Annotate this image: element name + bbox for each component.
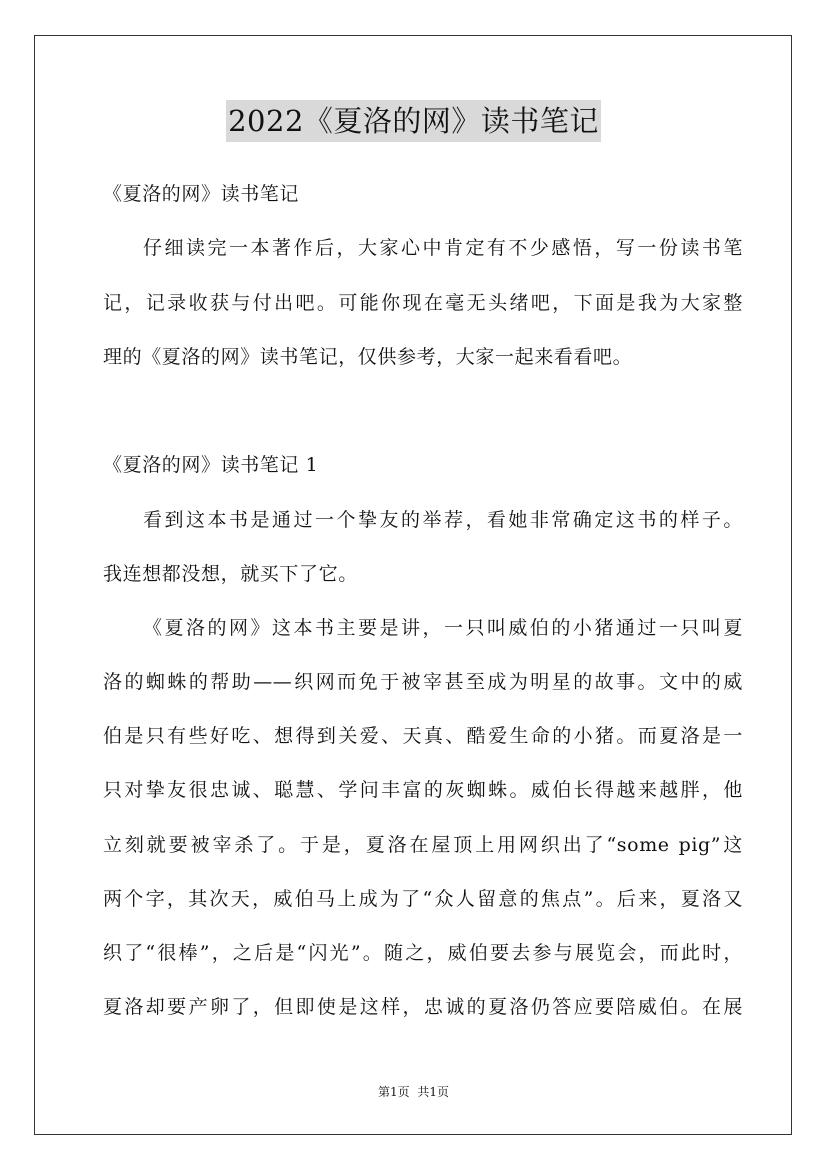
page-footer	[0, 1084, 827, 1100]
para1-line-2: 我连想都没想，就买下了它。	[103, 563, 358, 585]
document-subtitle: 《夏洛的网》读书笔记	[103, 183, 300, 205]
para2-line-7: 织了“很棒”，之后是“闪光”。随之，威伯要去参与展览会，而此时，	[103, 942, 743, 964]
page-number: 第1页	[377, 1085, 410, 1099]
document-title: 2022《夏洛的网》读书笔记	[226, 100, 601, 142]
intro-line-2: 记，记录收获与付出吧。可能你现在毫无头绪吧，下面是我为大家整	[103, 292, 743, 314]
intro-line-3: 理的《夏洛的网》读书笔记，仅供参考，大家一起来看看吧。	[103, 346, 633, 368]
para2-line-1: 《夏洛的网》这本书主要是讲，一只叫威伯的小猪通过一只叫夏	[143, 617, 743, 639]
para2-line-3: 伯是只有些好吃、想得到关爱、天真、酷爱生命的小猪。而夏洛是一	[103, 725, 743, 747]
para2-line-2: 洛的蜘蛛的帮助——织网而免于被宰甚至成为明星的故事。文中的威	[103, 671, 743, 693]
intro-line-1: 仔细读完一本著作后，大家心中肯定有不少感悟，写一份读书笔	[143, 237, 743, 259]
page-total: 共1页	[417, 1085, 450, 1099]
para1-line-1: 看到这本书是通过一个挚友的举荐，看她非常确定这书的样子。	[143, 509, 743, 531]
title-container	[0, 100, 827, 142]
para2-line-5: 立刻就要被宰杀了。于是，夏洛在屋顶上用网织出了“some pig”这	[103, 834, 743, 856]
para2-line-4: 只对挚友很忠诚、聪慧、学问丰富的灰蜘蛛。威伯长得越来越胖，他	[103, 779, 743, 801]
section-heading: 《夏洛的网》读书笔记 1	[103, 454, 319, 476]
para2-line-8: 夏洛却要产卵了，但即使是这样，忠诚的夏洛仍答应要陪威伯。在展	[103, 996, 743, 1018]
para2-line-6: 两个字，其次天，威伯马上成为了“众人留意的焦点”。后来，夏洛又	[103, 888, 743, 910]
